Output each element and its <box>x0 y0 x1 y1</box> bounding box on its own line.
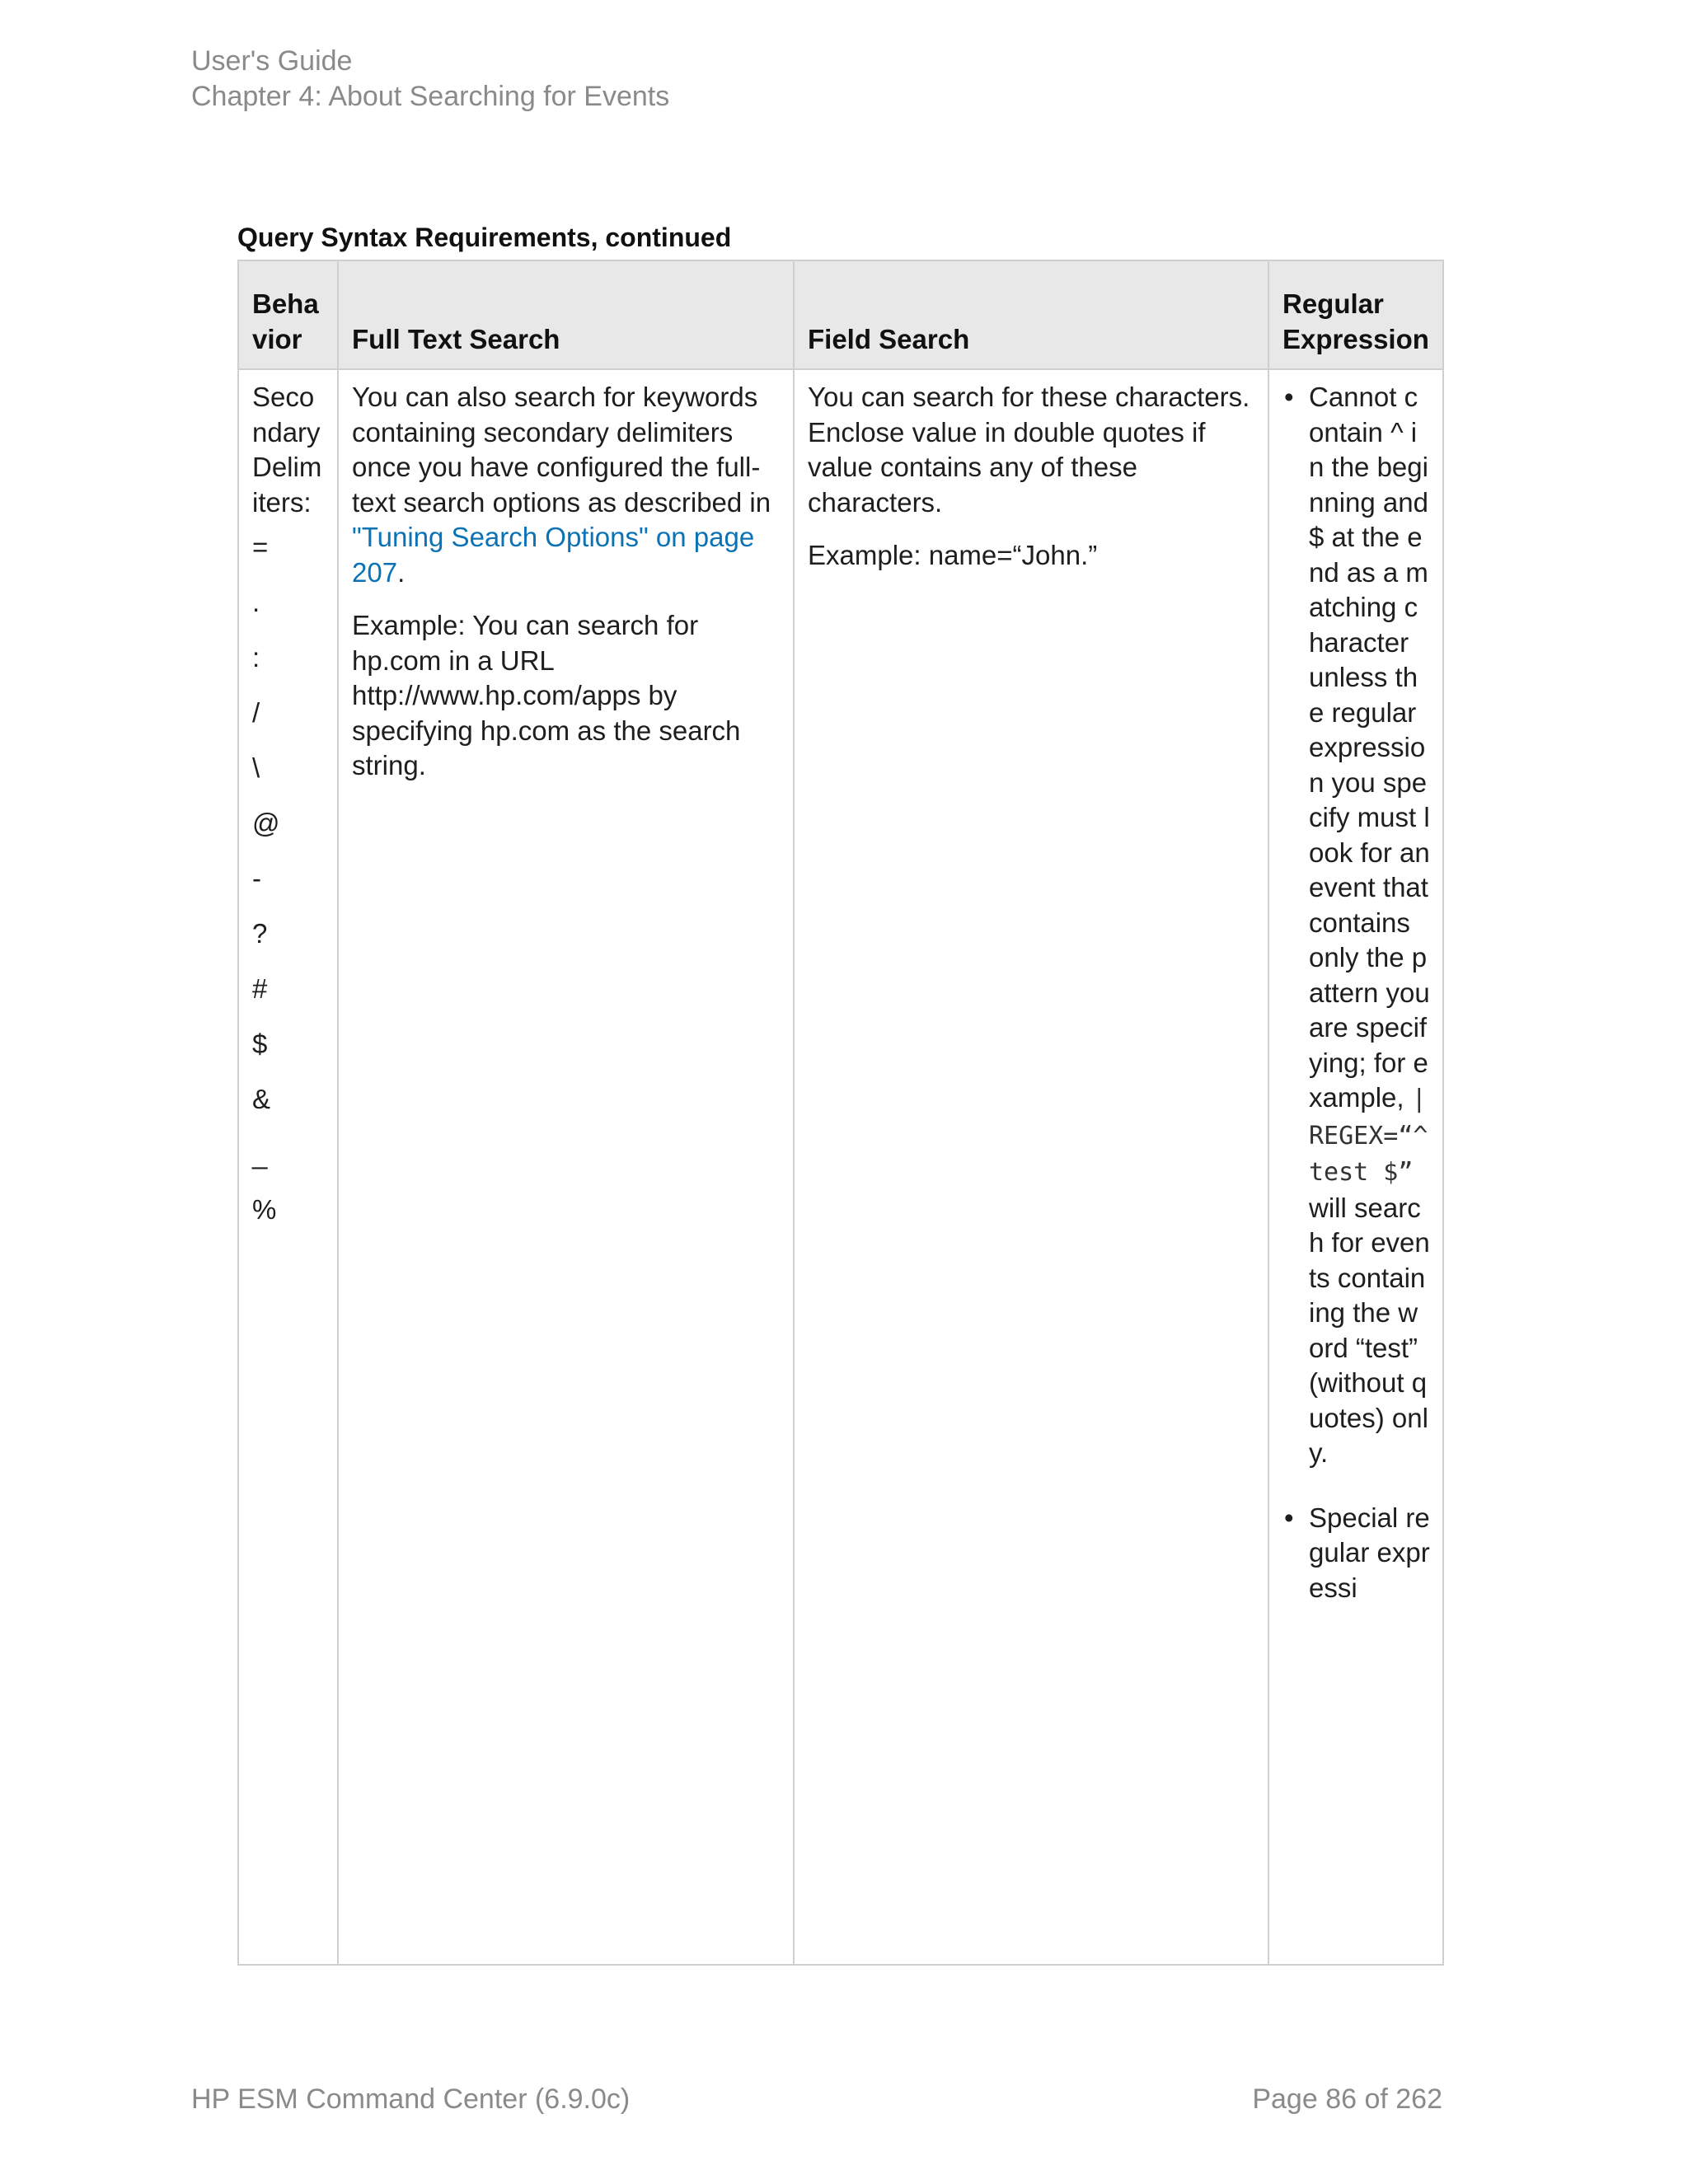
delimiter-item: . <box>252 587 260 617</box>
delimiter-item: \ <box>252 752 260 783</box>
column-header-field-search: Field Search <box>794 260 1268 369</box>
delimiter-item: / <box>252 697 260 728</box>
guide-title: User's Guide <box>191 45 353 77</box>
column-header-full-text-search: Full Text Search <box>338 260 794 369</box>
list-item <box>1309 1501 1431 1606</box>
delimiter-item: = <box>252 532 269 562</box>
table-row <box>238 369 1443 1965</box>
regex-code-example: |REGEX=“^test $” <box>1309 1085 1428 1187</box>
field-search-example: Example: name=“John.” <box>808 540 1098 570</box>
column-header-regular-expression: Regular Expression <box>1268 260 1443 369</box>
table-header-row <box>238 260 1443 369</box>
full-text-example: Example: You can search for hp.com in a URL http://www.hp.com/apps by specifying hp.com as the search string. <box>352 610 741 780</box>
column-header-behavior: Behavior <box>238 260 338 369</box>
delimiter-item: $ <box>252 1029 268 1059</box>
delimiter-list <box>252 530 326 1248</box>
delimiter-item: : <box>252 642 260 673</box>
regex-bullet1-text: Cannot contain ^ in the beginning and $ at the end as a matching character unless the regular expression you specify must look for an event that contains only the pattern you are specifying; for example, <box>1309 382 1430 1113</box>
query-syntax-table <box>237 260 1444 1966</box>
delimiter-item: _ <box>252 1139 268 1169</box>
behavior-label: Secondary Delimiters: <box>252 382 322 518</box>
delimiter-item: # <box>252 973 268 1004</box>
full-text-search-cell <box>338 369 794 1965</box>
regex-bullet1-tail: will search for events containing the word “test” (without quotes) only. <box>1309 1192 1430 1468</box>
footer-product: HP ESM Command Center (6.9.0c) <box>191 2083 631 2115</box>
full-text-intro: You can also search for keywords containing secondary delimiters once you have configured the full-text search options as described in <box>352 382 771 518</box>
full-text-paragraph <box>352 380 781 590</box>
list-item <box>1309 380 1431 1471</box>
table-caption: Query Syntax Requirements, continued <box>237 223 732 252</box>
delimiter-item: @ <box>252 808 280 838</box>
chapter-title: Chapter 4: About Searching for Events <box>191 81 670 112</box>
tuning-search-options-link[interactable]: "Tuning Search Options" on page 207 <box>352 522 755 588</box>
regex-bullet-list <box>1282 380 1431 1605</box>
regular-expression-cell <box>1268 369 1443 1965</box>
delimiter-item: ? <box>252 918 268 949</box>
delimiter-item: - <box>252 863 261 893</box>
footer-page-number: Page 86 of 262 <box>1252 2083 1442 2115</box>
field-search-cell <box>794 369 1268 1965</box>
field-search-description: You can search for these characters. Enclose value in double quotes if value contains any of these characters. <box>808 382 1250 518</box>
regex-bullet2-text: Special regular expressi <box>1309 1502 1430 1603</box>
delimiter-item: & <box>252 1084 271 1114</box>
page-header <box>191 44 669 115</box>
delimiter-item: % <box>252 1194 277 1225</box>
behavior-cell <box>238 369 338 1965</box>
full-text-period: . <box>397 556 406 588</box>
